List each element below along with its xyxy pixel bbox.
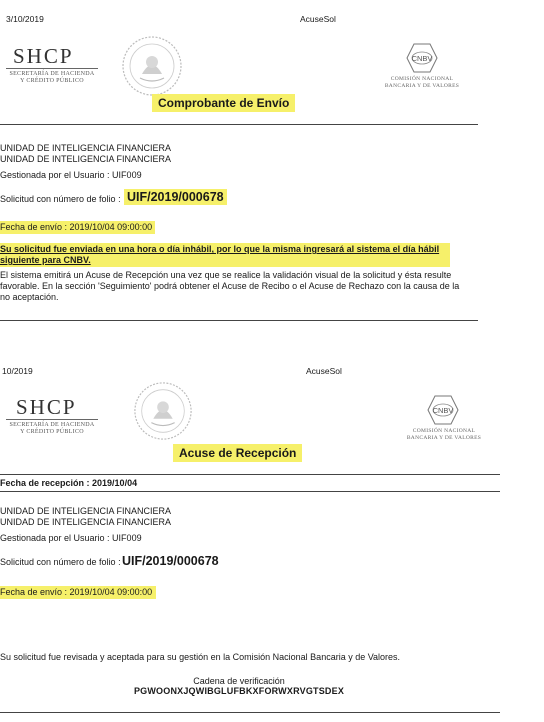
folio-value-2: UIF/2019/000678 (122, 554, 219, 568)
accepted-text: Su solicitud fue revisada y aceptada para su gestión en la Comisión Nacional Bancaria y de Valores. (0, 652, 401, 662)
verification-label: Cadena de verificación (193, 676, 285, 686)
user-label: Gestionada por el Usuario : UIF009 (0, 170, 142, 180)
mexico-seal-icon-2 (132, 380, 194, 442)
send-date: Fecha de envío : 2019/10/04 09:00:00 (0, 221, 155, 234)
reception-date: Fecha de recepción : 2019/10/04 (0, 478, 138, 488)
cnbv-hexagon-icon (405, 42, 439, 74)
print-date-2: 10/2019 (2, 366, 33, 376)
folio-label: Solicitud con número de folio : (0, 194, 121, 204)
shcp-wordmark-2: SHCP (16, 395, 77, 419)
entity-line-1: UNIDAD DE INTELIGENCIA FINANCIERA (0, 143, 172, 153)
app-name-2: AcuseSol (306, 366, 342, 376)
print-date: 3/10/2019 (6, 14, 44, 24)
send-date-2: Fecha de envío : 2019/10/04 09:00:00 (0, 586, 156, 599)
mexico-seal-icon (120, 34, 184, 98)
app-name: AcuseSol (300, 14, 336, 24)
page-title-2: Acuse de Recepción (173, 444, 302, 462)
entity-line-2: UNIDAD DE INTELIGENCIA FINANCIERA (0, 154, 172, 164)
inhabil-notice: Su solicitud fue enviada en una hora o día inhábil, por lo que la misma ingresará al sistema el día hábil siguiente para CNBV. (0, 243, 450, 267)
folio-value: UIF/2019/000678 (124, 189, 227, 205)
shcp-subtitle: SECRETARÍA DE HACIENDA Y CRÉDITO PÚBLICO (9, 71, 95, 84)
svg-text:CNBV: CNBV (411, 54, 433, 63)
verification-code: PGWOONXJQWIBGLUFBKXFORWXRVGTSDEX (133, 686, 345, 696)
shcp-subtitle-2: SECRETARÍA DE HACIENDA Y CRÉDITO PÚBLICO (9, 422, 95, 435)
shcp-wordmark: SHCP (13, 44, 74, 68)
cnbv-subtitle-2: COMISIÓN NACIONAL BANCARIA Y DE VALORES (406, 428, 482, 441)
user-label-2: Gestionada por el Usuario : UIF009 (0, 533, 142, 543)
info-paragraph: El sistema emitirá un Acuse de Recepción una vez que se realice la validación visual de la solicitud y ésta resulte favorable. En la sección 'Seguimiento' podrá obtener el Acuse de Recibo o el Acuse de Rechazo con la causa de la no aceptación. (0, 270, 460, 302)
entity-line-2-2: UNIDAD DE INTELIGENCIA FINANCIERA (0, 517, 172, 527)
folio-label-2: Solicitud con número de folio : (0, 557, 121, 567)
cnbv-hexagon-icon-2 (426, 394, 460, 426)
entity-line-1-2: UNIDAD DE INTELIGENCIA FINANCIERA (0, 506, 172, 516)
cnbv-subtitle: COMISIÓN NACIONAL BANCARIA Y DE VALORES (384, 76, 460, 89)
page-title: Comprobante de Envío (152, 94, 295, 112)
svg-text:CNBV: CNBV (432, 406, 454, 415)
